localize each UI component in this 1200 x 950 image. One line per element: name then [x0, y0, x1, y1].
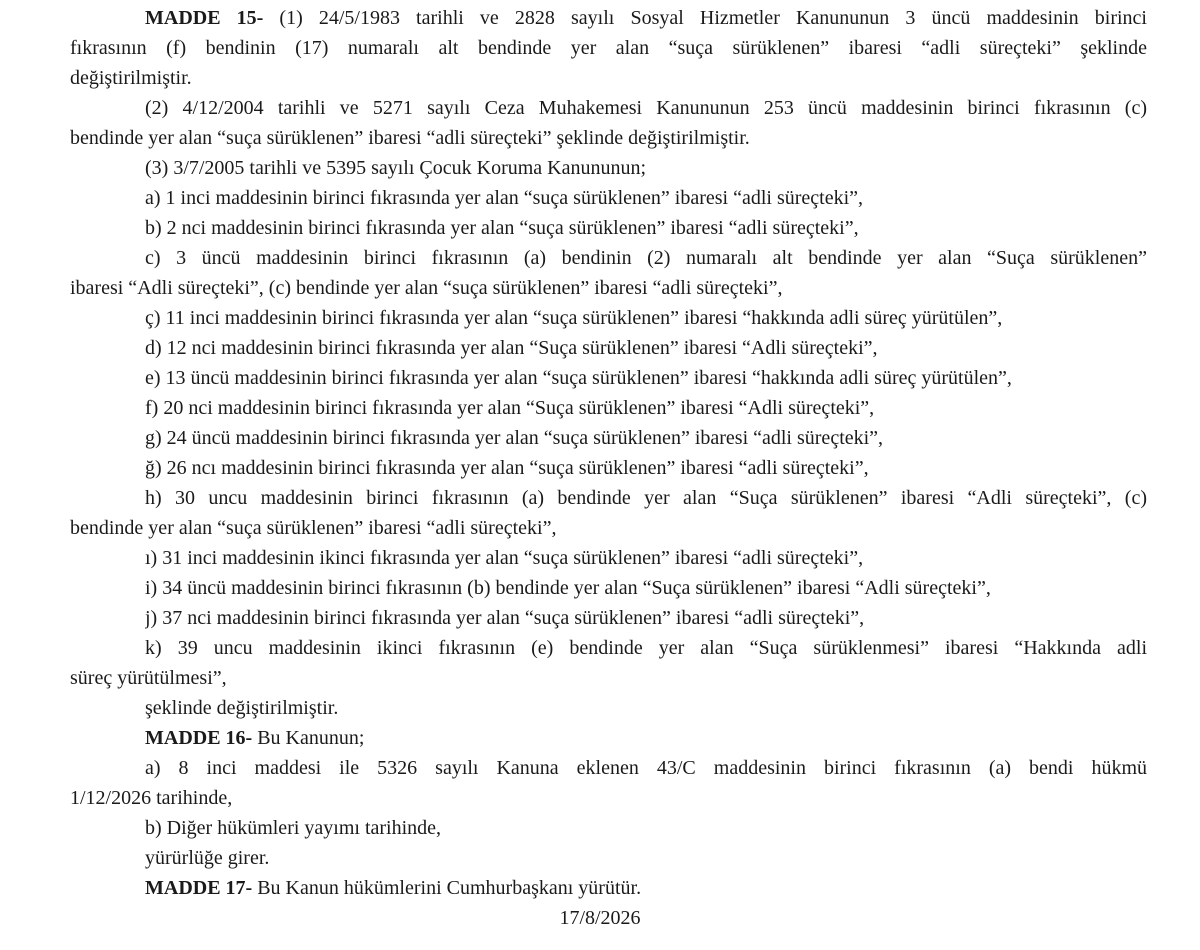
item-i: i) 34 üncü maddesinin birinci fıkrasının (b) bendinde yer alan “Suça sürüklenen” ibaresi “Adli süreçteki”, — [145, 577, 991, 599]
item-k-line-1: k) 39 uncu maddesinin ikinci fıkrasının (e) bendinde yer alan “Suça sürüklenmesi” ibaresi “Hakkında adli — [145, 637, 1147, 659]
madde-16-closing: yürürlüğe girer. — [145, 847, 270, 869]
madde-15-paragraph-2-line-1: (2) 4/12/2004 tarihli ve 5271 sayılı Ceza Muhakemesi Kanununun 253 üncü maddesinin birinci fıkrasının (c) — [145, 97, 1147, 119]
madde-15-paragraph-2-line-2: bendinde yer alan “suça sürüklenen” ibaresi “adli süreçteki” şeklinde değiştirilmiştir. — [70, 127, 750, 149]
item-f: f) 20 nci maddesinin birinci fıkrasında yer alan “Suça sürüklenen” ibaresi “Adli süreçteki”, — [145, 397, 875, 419]
item-cc: ç) 11 inci maddesinin birinci fıkrasında yer alan “suça sürüklenen” ibaresi “hakkında adli süreç yürütülen”, — [145, 307, 1003, 329]
item-dotless-i: ı) 31 inci maddesinin ikinci fıkrasında yer alan “suça sürüklenen” ibaresi “adli süreçteki”, — [145, 547, 864, 569]
item-h-line-1: h) 30 uncu maddesinin birinci fıkrasının (a) bendinde yer alan “Suça sürüklenen” ibaresi “Adli süreçteki”, (c) — [145, 487, 1147, 509]
madde-15-paragraph-1-line-2: fıkrasının (f) bendinin (17) numaralı alt bendinde yer alan “suça sürüklenen” ibaresi “adli süreçteki” şeklinde — [70, 37, 1147, 59]
madde-15-closing: şeklinde değiştirilmiştir. — [145, 697, 339, 719]
document-date: 17/8/2026 — [559, 907, 641, 929]
item-c-line-2: ibaresi “Adli süreçteki”, (c) bendinde yer alan “suça sürüklenen” ibaresi “adli süreçteki”, — [70, 277, 783, 299]
item-a: a) 1 inci maddesinin birinci fıkrasında yer alan “suça sürüklenen” ibaresi “adli süreçteki”, — [145, 187, 864, 209]
madde-17-heading: MADDE 17- — [145, 877, 253, 899]
madde-15-paragraph-1-line-3: değiştirilmiştir. — [70, 67, 192, 89]
madde-16-intro: MADDE 16- Bu Kanunun; — [145, 727, 365, 749]
madde-15-paragraph-1-line-1: MADDE 15- (1) 24/5/1983 tarihli ve 2828 sayılı Sosyal Hizmetler Kanununun 3 üncü maddesinin birinci — [145, 7, 1147, 29]
item-k-line-2: süreç yürütülmesi”, — [70, 667, 227, 689]
item-gg: ğ) 26 ncı maddesinin birinci fıkrasında yer alan “suça sürüklenen” ibaresi “adli süreçteki”, — [145, 457, 869, 479]
madde-16-item-b: b) Diğer hükümleri yayımı tarihinde, — [145, 817, 442, 839]
item-j: j) 37 nci maddesinin birinci fıkrasında yer alan “suça sürüklenen” ibaresi “adli süreçteki”, — [145, 607, 865, 629]
item-b: b) 2 nci maddesinin birinci fıkrasında yer alan “suça sürüklenen” ibaresi “adli süreçteki”, — [145, 217, 859, 239]
madde-17-text: MADDE 17- Bu Kanun hükümlerini Cumhurbaşkanı yürütür. — [145, 877, 642, 899]
madde-15-heading: MADDE 15- — [145, 7, 264, 29]
item-d: d) 12 nci maddesinin birinci fıkrasında yer alan “Suça sürüklenen” ibaresi “Adli süreçteki”, — [145, 337, 878, 359]
madde-15-paragraph-3-intro: (3) 3/7/2005 tarihli ve 5395 sayılı Çocuk Koruma Kanununun; — [145, 157, 647, 179]
madde-16-item-a-line-1: a) 8 inci maddesi ile 5326 sayılı Kanuna eklenen 43/C maddesinin birinci fıkrasının (a) bendi hükmü — [145, 757, 1147, 779]
item-g: g) 24 üncü maddesinin birinci fıkrasında yer alan “suça sürüklenen” ibaresi “adli süreçteki”, — [145, 427, 884, 449]
item-h-line-2: bendinde yer alan “suça sürüklenen” ibaresi “adli süreçteki”, — [70, 517, 557, 539]
item-c-line-1: c) 3 üncü maddesinin birinci fıkrasının (a) bendinin (2) numaralı alt bendinde yer alan “Suça sürüklenen” — [145, 247, 1147, 269]
item-e: e) 13 üncü maddesinin birinci fıkrasında yer alan “suça sürüklenen” ibaresi “hakkında adli süreç yürütülen”, — [145, 367, 1012, 389]
madde-16-item-a-line-2: 1/12/2026 tarihinde, — [70, 787, 233, 809]
madde-16-heading: MADDE 16- — [145, 727, 253, 749]
